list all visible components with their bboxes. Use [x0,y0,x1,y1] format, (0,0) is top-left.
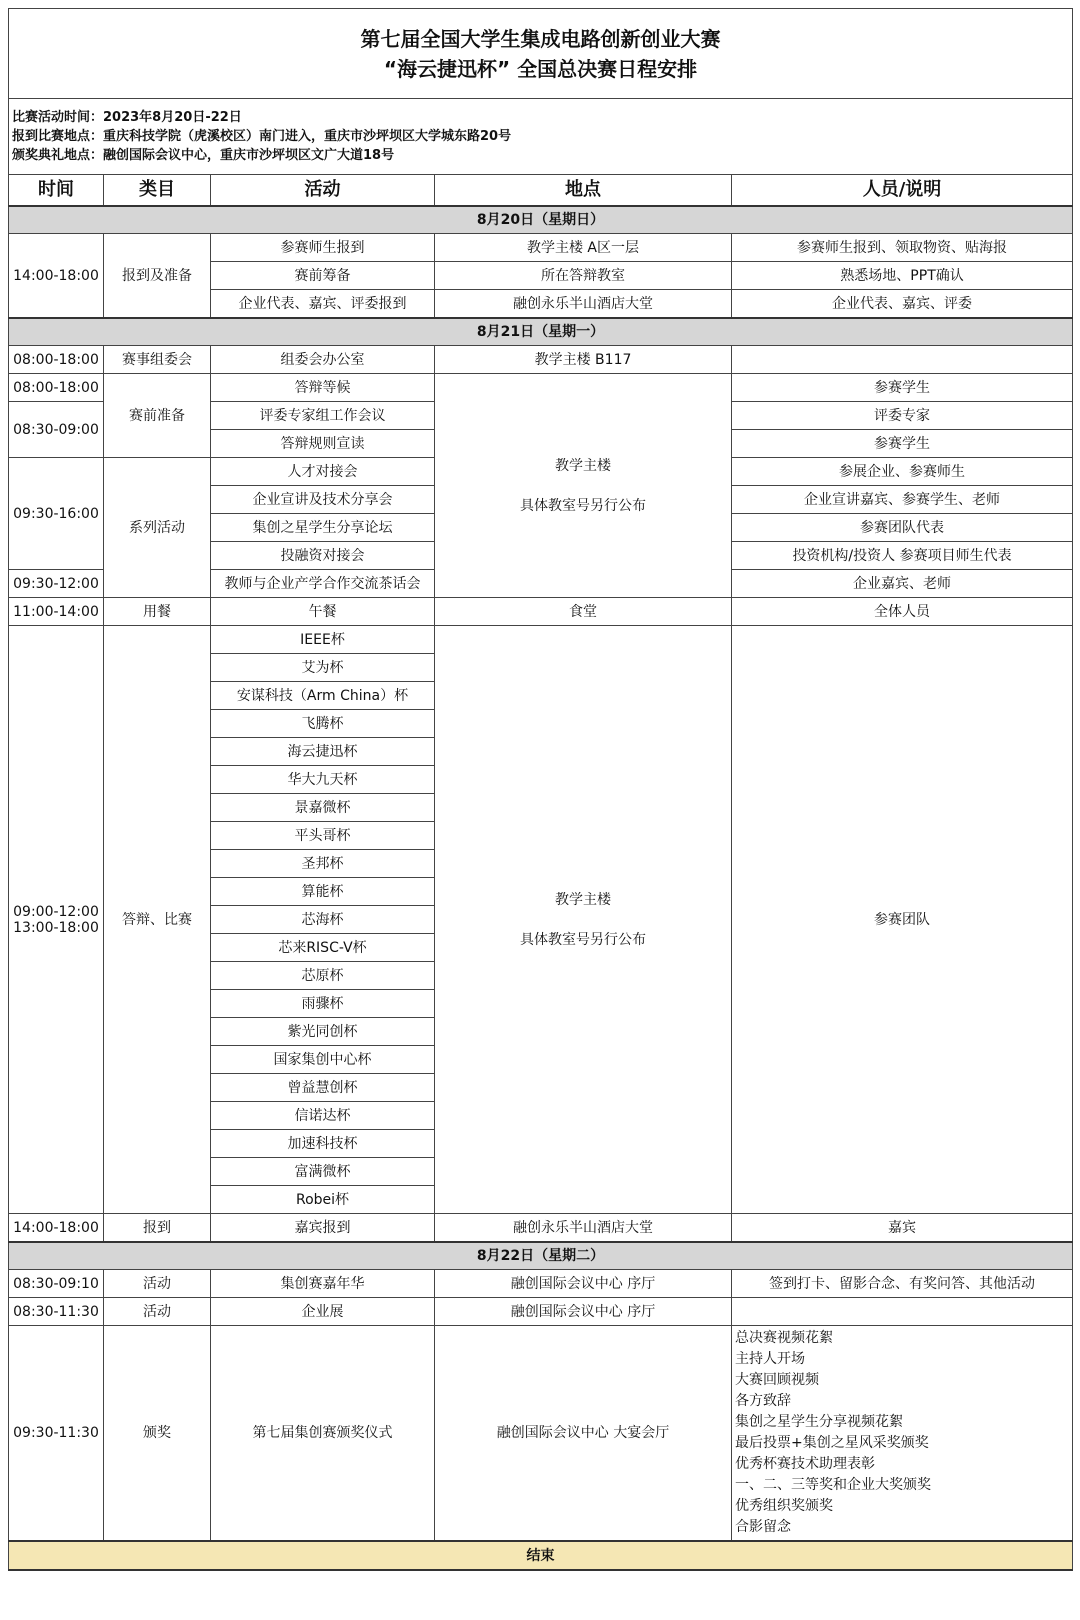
people-cell: 参赛团队代表 [732,514,1073,542]
category-cell: 用餐 [104,598,211,626]
people-cell: 企业代表、嘉宾、评委 [732,290,1073,319]
location-cell: 教学主楼 B117 [435,346,732,374]
location-line: 具体教室号另行公布 [520,931,646,948]
info-checkin-location: 报到比赛地点：重庆科技学院（虎溪校区）南门进入，重庆市沙坪坝区大学城东路20号 [12,129,512,144]
cup-name: 芯原杯 [211,962,435,990]
cup-name: 算能杯 [211,878,435,906]
table-row [9,1298,1073,1326]
location-cell: 所在答辩教室 [435,262,732,290]
agenda-item: 最后投票+集创之星风采奖颁奖 [735,1435,929,1451]
header-row [9,175,1073,207]
people-cell: 全体人员 [732,598,1073,626]
activity-cell: 企业代表、嘉宾、评委报到 [211,290,435,319]
people-cell: 嘉宾 [732,1214,1073,1243]
time-cell: 08:30-09:10 [9,1270,104,1298]
agenda-item: 合影留念 [735,1519,791,1535]
cup-name: 圣邦杯 [211,850,435,878]
time-cell: 09:30-11:30 [9,1326,104,1542]
time-cell: 14:00-18:00 [9,1214,104,1243]
activity-cell: 集创赛嘉年华 [211,1270,435,1298]
day-band-aug21 [9,318,1073,346]
agenda-item: 优秀组织奖颁奖 [735,1498,833,1514]
people-cell: 参赛团队 [732,626,1073,1214]
people-cell: 签到打卡、留影合念、有奖问答、其他活动 [732,1270,1073,1298]
time-cell: 08:00-18:00 [9,346,104,374]
people-cell: 参赛师生报到、领取物资、贴海报 [732,234,1073,262]
cup-name: 紫光同创杯 [211,1018,435,1046]
people-cell: 企业嘉宾、老师 [732,570,1073,598]
location-cell: 食堂 [435,598,732,626]
people-cell: 评委专家 [732,402,1073,430]
location-line: 具体教室号另行公布 [520,497,646,514]
activity-cell: 企业宣讲及技术分享会 [211,486,435,514]
end-band [9,1541,1073,1570]
cup-name: 雨骤杯 [211,990,435,1018]
table-row [9,346,1073,374]
activity-cell: 集创之星学生分享论坛 [211,514,435,542]
page-title [9,9,1073,99]
day-label: 8月20日（星期日） [9,206,1073,234]
activity-cell: 答辩规则宣读 [211,430,435,458]
agenda-item: 优秀杯赛技术助理表彰 [735,1456,875,1472]
category-cell: 活动 [104,1270,211,1298]
time-line: 13:00-18:00 [13,919,99,936]
people-cell [732,346,1073,374]
table-row [9,234,1073,262]
activity-cell: 嘉宾报到 [211,1214,435,1243]
header-location: 地点 [435,175,732,207]
table-row [9,1326,1073,1542]
activity-cell: 参赛师生报到 [211,234,435,262]
time-cell: 11:00-14:00 [9,598,104,626]
time-cell: 08:00-18:00 [9,374,104,402]
location-line: 教学主楼 [555,891,611,908]
cup-name: 信诺达杯 [211,1102,435,1130]
category-cell: 系列活动 [104,458,211,598]
activity-cell: 赛前筹备 [211,262,435,290]
activity-cell: 教师与企业产学合作交流茶话会 [211,570,435,598]
table-row [9,626,1073,654]
location-cell: 融创国际会议中心 大宴会厅 [435,1326,732,1542]
activity-cell: 第七届集创赛颁奖仪式 [211,1326,435,1542]
cup-name: 芯海杯 [211,906,435,934]
cup-name: 华大九天杯 [211,766,435,794]
header-time: 时间 [9,175,104,207]
agenda-item: 集创之星学生分享视频花絮 [735,1414,903,1430]
location-cell: 融创永乐半山酒店大堂 [435,290,732,319]
people-cell: 参赛学生 [732,430,1073,458]
category-cell: 赛事组委会 [104,346,211,374]
day-label: 8月21日（星期一） [9,318,1073,346]
cup-name: 飞腾杯 [211,710,435,738]
cup-name: 海云捷迅杯 [211,738,435,766]
end-label: 结束 [9,1541,1073,1570]
cup-name: 景嘉微杯 [211,794,435,822]
agenda-item: 一、二、三等奖和企业大奖颁奖 [735,1477,931,1493]
event-info [9,99,1073,175]
schedule-sheet [8,8,1072,1571]
category-cell: 报到 [104,1214,211,1243]
cup-name: 芯来RISC-V杯 [211,934,435,962]
people-cell: 投资机构/投资人 参赛项目师生代表 [732,542,1073,570]
cup-name: 富满微杯 [211,1158,435,1186]
agenda-item: 各方致辞 [735,1393,791,1409]
time-cell: 14:00-18:00 [9,234,104,319]
time-cell: 09:30-12:00 [9,570,104,598]
people-cell [732,1298,1073,1326]
cup-name: Robei杯 [211,1186,435,1214]
schedule-table [8,8,1073,1571]
category-cell: 报到及准备 [104,234,211,319]
info-event-time: 比赛活动时间：2023年8月20日-22日 [12,110,242,125]
cup-name: 曾益慧创杯 [211,1074,435,1102]
cup-name: 艾为杯 [211,654,435,682]
location-cell: 融创永乐半山酒店大堂 [435,1214,732,1243]
cup-name: 国家集创中心杯 [211,1046,435,1074]
category-cell: 颁奖 [104,1326,211,1542]
time-cell [9,626,104,1214]
people-cell: 参展企业、参赛师生 [732,458,1073,486]
location-cell: 融创国际会议中心 序厅 [435,1270,732,1298]
location-cell: 教学主楼 A区一层 [435,234,732,262]
day-band-aug20 [9,206,1073,234]
activity-cell: 午餐 [211,598,435,626]
category-cell: 活动 [104,1298,211,1326]
agenda-item: 主持人开场 [735,1351,805,1367]
location-line: 教学主楼 [555,457,611,474]
info-ceremony-location: 颁奖典礼地点：融创国际会议中心，重庆市沙坪坝区文广大道18号 [12,148,395,163]
header-people: 人员/说明 [732,175,1073,207]
day-label: 8月22日（星期二） [9,1242,1073,1270]
activity-cell: 评委专家组工作会议 [211,402,435,430]
time-cell: 09:30-16:00 [9,458,104,570]
table-row [9,598,1073,626]
table-row [9,1270,1073,1298]
cup-name: IEEE杯 [211,626,435,654]
agenda-item: 大赛回顾视频 [735,1372,819,1388]
people-cell: 熟悉场地、PPT确认 [732,262,1073,290]
table-row [9,1214,1073,1243]
cup-name: 平头哥杯 [211,822,435,850]
location-cell: 融创国际会议中心 序厅 [435,1298,732,1326]
location-cell [435,374,732,598]
activity-cell: 投融资对接会 [211,542,435,570]
activity-cell: 答辩等候 [211,374,435,402]
location-cell [435,626,732,1214]
people-cell: 参赛学生 [732,374,1073,402]
category-cell: 答辩、比赛 [104,626,211,1214]
people-cell: 企业宣讲嘉宾、参赛学生、老师 [732,486,1073,514]
title-line-2: “海云捷迅杯” 全国总决赛日程安排 [383,56,698,81]
header-activity: 活动 [211,175,435,207]
activity-cell: 人才对接会 [211,458,435,486]
activity-cell: 组委会办公室 [211,346,435,374]
time-cell: 08:30-11:30 [9,1298,104,1326]
time-line: 09:00-12:00 [13,903,99,920]
award-agenda [732,1326,1073,1542]
cup-name: 加速科技杯 [211,1130,435,1158]
category-cell: 赛前准备 [104,374,211,458]
day-band-aug22 [9,1242,1073,1270]
header-category: 类目 [104,175,211,207]
title-line-1: 第七届全国大学生集成电路创新创业大赛 [360,26,721,51]
table-row [9,374,1073,402]
cup-name: 安谋科技（Arm China）杯 [211,682,435,710]
activity-cell: 企业展 [211,1298,435,1326]
time-cell: 08:30-09:00 [9,402,104,458]
agenda-item: 总决赛视频花絮 [735,1330,833,1346]
